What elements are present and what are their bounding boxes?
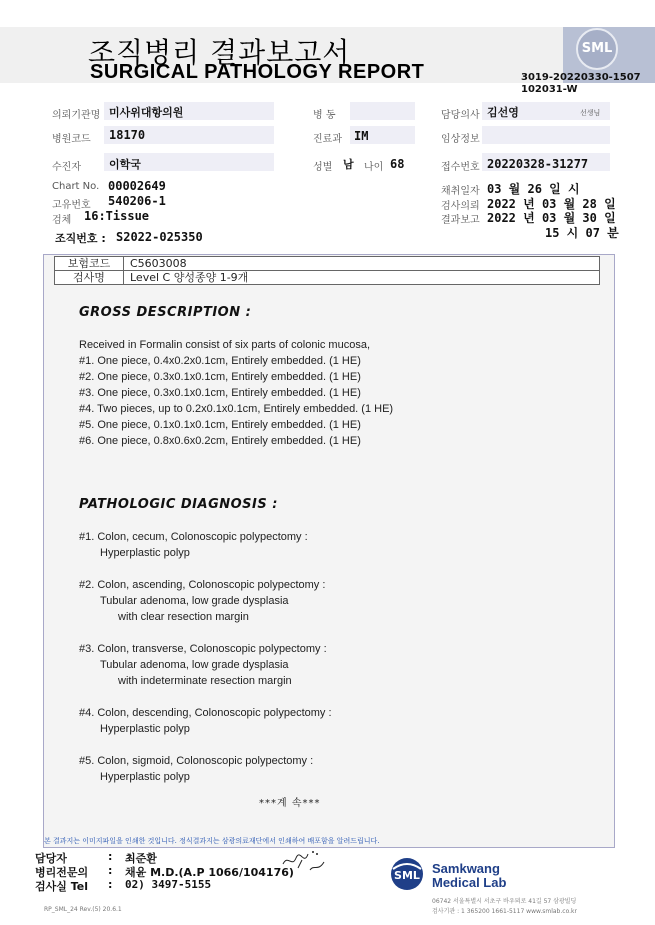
request-label: 검사의뢰 [441, 201, 480, 212]
tel-value: 02) 3497-5155 [125, 878, 212, 891]
diagnosis-item-4 [79, 706, 332, 736]
sex-value: 남 [343, 158, 354, 171]
staff-colon: : [108, 850, 113, 863]
ward-field-bg [350, 102, 415, 120]
diagnosis-result: Tubular adenoma, low grade dysplasia [100, 659, 289, 671]
gross-line: #3. One piece, 0.3x0.1x0.1cm, Entirely embedded. (1 HE) [79, 387, 361, 399]
report-date-label: 결과보고 [441, 215, 480, 226]
request-value: 2022 년 03 월 28 일 [487, 197, 616, 211]
pathologist-value: 채윤 M.D.(A.P 1066/104176) [125, 866, 294, 879]
gross-description-body [79, 338, 393, 450]
hosp-code-label: 병원코드 [52, 134, 91, 145]
test-name-value: Level C 양성종양 1-9개 [124, 271, 600, 285]
sml-logo-icon: SML [576, 28, 618, 70]
diagnosis-note: with indeterminate resection margin [118, 675, 292, 687]
diagnosis-item-2 [79, 578, 325, 624]
tissue-no-label: 조직번호 : [55, 232, 106, 245]
gross-line: #6. One piece, 0.8x0.6x0.2cm, Entirely embedded. (1 HE) [79, 435, 361, 447]
patient-label: 수진자 [52, 162, 81, 173]
form-code: RP_SML_24 Rev.(5) 20.6.1 [44, 906, 122, 913]
lab-address: 06742 서울특별시 서초구 바우뫼로 41길 57 삼광빌딩 [432, 898, 577, 905]
tel-colon: : [108, 878, 113, 891]
tissue-no-value: S2022-025350 [116, 230, 203, 244]
lab-name-line2: Medical Lab [432, 875, 507, 890]
age-label: 나이 [364, 162, 384, 173]
sml-lab-logo-icon [386, 857, 428, 891]
diagnosis-site: #1. Colon, cecum, Colonoscopic polypectomy : [79, 531, 308, 543]
collect-label: 채취일자 [441, 186, 480, 197]
pathologist-signature [280, 846, 326, 876]
lab-name-line1: Samkwang [432, 861, 500, 876]
pathologist-colon: : [108, 864, 113, 877]
diagnosis-result: Hyperplastic polyp [100, 771, 190, 783]
report-date-value: 2022 년 03 월 30 일 [487, 211, 616, 225]
test-name-row [55, 271, 600, 285]
receipt-value: 20220328-31277 [487, 157, 589, 171]
clinical-field-bg [482, 126, 610, 144]
report-title-korean: 조직병리 결과보고서 [88, 36, 351, 69]
specimen-value: 16:Tissue [84, 209, 150, 223]
gross-line: #1. One piece, 0.4x0.2x0.1cm, Entirely embedded. (1 HE) [79, 355, 361, 367]
gross-description-title: GROSS DESCRIPTION : [79, 305, 252, 320]
insurance-code-row [55, 257, 600, 271]
specimen-label: 검체 [52, 215, 72, 226]
report-number [521, 72, 641, 96]
patient-value: 이학국 [109, 158, 141, 171]
diagnosis-note: with clear resection margin [118, 611, 249, 623]
unique-value: 540206-1 [108, 194, 166, 208]
diagnosis-result: Tubular adenoma, low grade dysplasia [100, 595, 289, 607]
lab-name [432, 862, 506, 890]
insurance-table [54, 256, 600, 285]
age-value: 68 [390, 157, 405, 171]
hosp-code-value: 18170 [109, 128, 146, 142]
receipt-label: 접수번호 [441, 162, 480, 173]
report-time-value: 15 시 07 분 [545, 226, 619, 240]
tel-label: 검사실 Tel [35, 880, 88, 893]
gross-line: #4. Two pieces, up to 0.2x0.1x0.1cm, Entirely embedded. (1 HE) [79, 403, 394, 415]
diagnosis-item-1 [79, 530, 308, 560]
sml-lab-logo-text: SML [394, 869, 420, 882]
staff-value: 최준환 [125, 852, 157, 865]
continued-marker: ***계 속*** [259, 798, 321, 809]
insurance-code-value: C5603008 [124, 257, 600, 271]
diagnosis-result: Hyperplastic polyp [100, 547, 190, 559]
report-number-line2: 102031-W [521, 84, 578, 95]
chart-value: 00002649 [108, 179, 166, 193]
staff-label: 담당자 [35, 852, 67, 865]
clinical-label: 임상정보 [441, 134, 480, 145]
doctor-suffix: 선생님 [580, 109, 601, 117]
diagnosis-site: #4. Colon, descending, Colonoscopic polypectomy : [79, 707, 332, 719]
report-number-line1: 3019-20220330-1507 [521, 72, 641, 83]
lab-contact: 검사기관 : 1 365200 1661-5117 www.smlab.co.kr [432, 908, 577, 915]
diagnosis-site: #5. Colon, sigmoid, Colonoscopic polypectomy : [79, 755, 314, 767]
pathologic-diagnosis-title: PATHOLOGIC DIAGNOSIS : [79, 497, 278, 512]
unique-label: 고유번호 [52, 200, 91, 211]
collect-value: 03 월 26 일 시 [487, 182, 580, 196]
pathologist-label: 병리전문의 [35, 866, 89, 879]
sex-label: 성별 [313, 162, 333, 173]
doctor-label: 담당의사 [441, 110, 480, 121]
hospital-value: 미사위대항의원 [109, 106, 184, 119]
hospital-label: 의뢰기관명 [52, 110, 101, 121]
dept-label: 진료과 [313, 134, 342, 145]
gross-line: Received in Formalin consist of six parts of colonic mucosa, [79, 339, 371, 351]
diagnosis-item-3 [79, 642, 327, 688]
gross-line: #2. One piece, 0.3x0.1x0.1cm, Entirely embedded. (1 HE) [79, 371, 361, 383]
image-copy-notice: 본 결과지는 이미지파일을 인쇄한 것입니다. 정식결과지는 삼광의료재단에서 인쇄하여 배포함을 알려드립니다. [44, 837, 380, 845]
insurance-code-label: 보험코드 [55, 257, 124, 271]
diagnosis-result: Hyperplastic polyp [100, 723, 190, 735]
diagnosis-site: #3. Colon, transverse, Colonoscopic polypectomy : [79, 643, 327, 655]
diagnosis-item-5 [79, 754, 313, 784]
report-title-english: SURGICAL PATHOLOGY REPORT [90, 61, 425, 83]
test-name-label: 검사명 [55, 271, 124, 285]
diagnosis-site: #2. Colon, ascending, Colonoscopic polypectomy : [79, 579, 326, 591]
ward-label: 병 동 [313, 110, 336, 121]
gross-line: #5. One piece, 0.1x0.1x0.1cm, Entirely embedded. (1 HE) [79, 419, 361, 431]
chart-label: Chart No. [52, 181, 100, 192]
doctor-value: 김선영 [487, 106, 519, 119]
dept-value: IM [354, 129, 369, 143]
